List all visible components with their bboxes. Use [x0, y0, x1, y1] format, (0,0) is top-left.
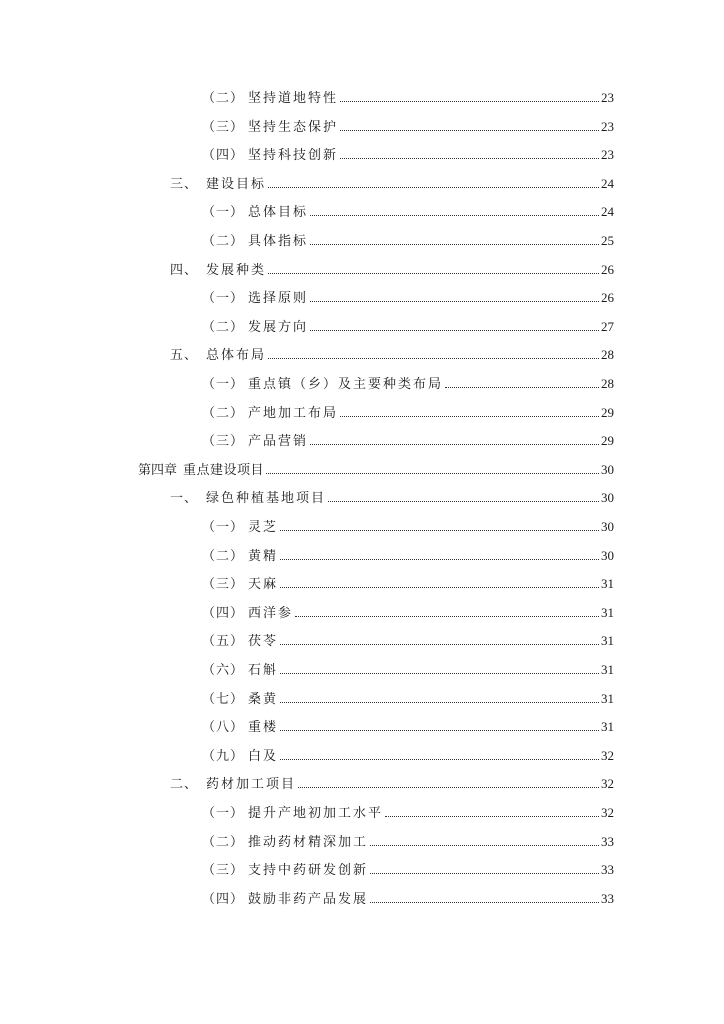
- toc-entry-number: （九）: [202, 748, 245, 764]
- dot-leader: [280, 644, 599, 645]
- toc-entry-title: 支持中药研发创新: [248, 863, 369, 879]
- dot-leader: [310, 215, 599, 216]
- toc-entry-line: [202, 117, 614, 137]
- toc-entry-number: （四）: [202, 605, 245, 621]
- toc-entry[interactable]: [0, 546, 724, 566]
- toc-entry[interactable]: [0, 202, 724, 222]
- toc-entry-title: 石斛: [248, 663, 279, 678]
- dot-leader: [295, 616, 599, 617]
- toc-entry-number: （四）: [202, 891, 245, 907]
- toc-entry-page-number: 29: [601, 404, 614, 420]
- toc-entry-page-number: 33: [601, 890, 614, 906]
- dot-leader: [445, 387, 599, 388]
- toc-entry-page-number: 31: [601, 690, 614, 706]
- toc-entry-page-number: 29: [601, 433, 614, 449]
- toc-entry-line: [202, 631, 614, 651]
- dot-leader: [266, 473, 599, 474]
- dot-leader: [280, 759, 599, 760]
- toc-entry-number: （一）: [202, 205, 245, 221]
- toc-entry-title: 重楼: [248, 720, 279, 736]
- toc-entry[interactable]: [0, 689, 724, 709]
- toc-entry-number: （一）: [202, 520, 245, 535]
- toc-entry[interactable]: [0, 145, 724, 165]
- toc-entry[interactable]: [0, 403, 724, 423]
- toc-entry-title: 推动药材精深加工: [248, 834, 369, 850]
- toc-entry-line: [202, 546, 614, 566]
- toc-entry-title: 桑黄: [248, 691, 279, 707]
- toc-entry-title: 建设目标: [206, 176, 267, 192]
- toc-entry-line: [202, 660, 614, 680]
- toc-entry-number: （一）: [202, 806, 245, 821]
- toc-entry-page-number: 23: [601, 118, 614, 134]
- toc-entry[interactable]: [0, 260, 724, 280]
- toc-entry[interactable]: [0, 374, 724, 394]
- toc-entry-line: [202, 603, 614, 623]
- toc-entry-title: 灵芝: [248, 520, 279, 535]
- toc-entry[interactable]: [0, 88, 724, 108]
- toc-entry-number: 一、: [170, 491, 199, 507]
- toc-entry-number: 四、: [170, 262, 199, 278]
- dot-leader: [298, 787, 599, 788]
- toc-entry[interactable]: [0, 345, 724, 365]
- toc-entry-number: （三）: [202, 863, 245, 879]
- toc-entry-line: [138, 460, 614, 480]
- dot-leader: [280, 587, 599, 588]
- toc-entry-page-number: 28: [601, 347, 614, 363]
- toc-entry-title: 总体目标: [248, 205, 309, 221]
- toc-entry-title: 茯苓: [248, 634, 279, 650]
- toc-entry[interactable]: [0, 603, 724, 623]
- toc-entry[interactable]: [0, 460, 724, 480]
- toc-entry-number: （八）: [202, 720, 245, 736]
- toc-entry-line: [202, 317, 614, 337]
- toc-entry-page-number: 23: [601, 147, 614, 163]
- toc-entry-page-number: 31: [601, 662, 614, 677]
- toc-entry-title: 黄精: [248, 548, 279, 564]
- dot-leader: [280, 702, 599, 703]
- toc-entry-title: 鼓励非药产品发展: [248, 891, 369, 907]
- toc-entry-line: [202, 403, 614, 423]
- toc-entry[interactable]: [0, 574, 724, 594]
- toc-entry-number: （三）: [202, 434, 245, 450]
- toc-entry-page-number: 30: [601, 519, 614, 534]
- toc-entry-number: （三）: [202, 119, 245, 135]
- toc-entry-title: 天麻: [248, 577, 279, 593]
- toc-entry-number: （二）: [202, 834, 245, 850]
- toc-entry-line: [202, 88, 614, 108]
- toc-entry-page-number: 26: [601, 290, 614, 306]
- toc-entry-title: 白及: [248, 748, 279, 764]
- toc-entry-number: （二）: [202, 91, 245, 106]
- toc-entry-page-number: 27: [601, 318, 614, 334]
- toc-entry-title: 总体布局: [206, 348, 267, 364]
- toc-entry[interactable]: [0, 746, 724, 766]
- toc-entry-page-number: 28: [601, 376, 614, 391]
- dot-leader: [268, 358, 599, 359]
- toc-entry-title: 重点建设项目: [183, 462, 265, 478]
- toc-entry-title: 绿色种植基地项目: [206, 491, 327, 507]
- dot-leader: [328, 501, 599, 502]
- dot-leader: [268, 187, 599, 188]
- dot-leader: [310, 330, 599, 331]
- toc-entry[interactable]: [0, 660, 724, 680]
- toc-entry[interactable]: [0, 774, 724, 794]
- toc-entry[interactable]: [0, 174, 724, 194]
- dot-leader: [310, 444, 599, 445]
- toc-entry[interactable]: [0, 317, 724, 337]
- toc-entry-line: [202, 202, 614, 222]
- toc-entry-title: 西洋参: [248, 605, 294, 621]
- toc-entry-line: [170, 260, 614, 280]
- toc-entry[interactable]: [0, 860, 724, 880]
- dot-leader: [370, 845, 599, 846]
- toc-entry[interactable]: [0, 231, 724, 251]
- toc-entry-page-number: 32: [601, 747, 614, 763]
- toc-entry[interactable]: [0, 803, 724, 823]
- toc-entry-title: 选择原则: [248, 291, 309, 307]
- toc-entry-line: [170, 174, 614, 194]
- dot-leader: [370, 873, 599, 874]
- toc-entry-line: [202, 717, 614, 737]
- toc-entry-page-number: 30: [601, 461, 614, 477]
- dot-leader: [340, 158, 599, 159]
- toc-entry-number: （二）: [202, 234, 245, 249]
- toc-entry-title: 产品营销: [248, 434, 309, 450]
- dot-leader: [340, 101, 599, 102]
- toc-entry-line: [202, 746, 614, 766]
- dot-leader: [385, 816, 599, 817]
- toc-entry-line: [170, 345, 614, 365]
- toc-entry-number: （四）: [202, 148, 245, 164]
- dot-leader: [268, 273, 599, 274]
- toc-entry-number: （二）: [202, 405, 245, 421]
- toc-entry[interactable]: [0, 889, 724, 909]
- toc-entry-title: 具体指标: [248, 234, 309, 249]
- toc-entry-number: （一）: [202, 291, 245, 307]
- toc-entry-number: （五）: [202, 634, 245, 650]
- toc-entry-number: 三、: [170, 176, 199, 192]
- toc-entry-page-number: 30: [601, 547, 614, 563]
- toc-entry-page-number: 24: [601, 175, 614, 191]
- toc-entry-page-number: 31: [601, 576, 614, 592]
- toc-entry-number: （三）: [202, 577, 245, 593]
- dot-leader: [280, 673, 599, 674]
- toc-entry-number: 第四章: [138, 462, 178, 478]
- toc-entry-number: （二）: [202, 319, 245, 335]
- toc-entry-page-number: 30: [601, 490, 614, 506]
- toc-entry-line: [202, 889, 614, 909]
- toc-entry-title: 坚持科技创新: [248, 148, 339, 164]
- dot-leader: [370, 902, 599, 903]
- toc-entry-line: [202, 374, 614, 394]
- dot-leader: [340, 130, 599, 131]
- toc-entry-page-number: 26: [601, 261, 614, 277]
- toc-entry-number: 二、: [170, 777, 199, 793]
- toc-entry-page-number: 33: [601, 862, 614, 878]
- toc-entry-page-number: 31: [601, 719, 614, 735]
- toc-entry[interactable]: [0, 717, 724, 737]
- toc-entry-line: [202, 860, 614, 880]
- toc-entry-page-number: 24: [601, 204, 614, 220]
- dot-leader: [280, 530, 599, 531]
- toc-entry-page-number: 25: [601, 233, 614, 248]
- toc-entry-title: 药材加工项目: [206, 777, 297, 793]
- toc-entry-page-number: 31: [601, 604, 614, 620]
- toc-entry-page-number: 23: [601, 90, 614, 105]
- toc-entry-line: [202, 574, 614, 594]
- toc-entry-page-number: 32: [601, 805, 614, 820]
- dot-leader: [280, 730, 599, 731]
- toc-entry-line: [202, 803, 614, 823]
- toc-entry-page-number: 33: [601, 833, 614, 849]
- toc-entry[interactable]: [0, 117, 724, 137]
- toc-entry-line: [202, 517, 614, 537]
- toc-entry-line: [170, 774, 614, 794]
- toc-entry[interactable]: [0, 431, 724, 451]
- dot-leader: [310, 244, 599, 245]
- toc-entry-title: 产地加工布局: [248, 405, 339, 421]
- toc-entry-number: （七）: [202, 691, 245, 707]
- toc-entry-number: （一）: [202, 377, 245, 392]
- toc-entry[interactable]: [0, 832, 724, 852]
- toc-entry-title: 提升产地初加工水平: [248, 806, 384, 821]
- toc-entry-line: [202, 689, 614, 709]
- dot-leader: [280, 559, 599, 560]
- toc-entry-line: [170, 488, 614, 508]
- toc-entry-line: [202, 832, 614, 852]
- toc-entry[interactable]: [0, 288, 724, 308]
- toc-entry-title: 发展方向: [248, 319, 309, 335]
- toc-entry-title: 重点镇（乡）及主要种类布局: [248, 377, 444, 392]
- toc-entry-number: 五、: [170, 348, 199, 364]
- toc-entry-number: （二）: [202, 548, 245, 564]
- toc-entry-line: [202, 431, 614, 451]
- dot-leader: [310, 301, 599, 302]
- toc-entry-page-number: 32: [601, 776, 614, 792]
- toc-entry-number: （六）: [202, 663, 245, 678]
- toc-entry-title: 发展种类: [206, 262, 267, 278]
- toc-entry-page-number: 31: [601, 633, 614, 649]
- toc-entry-title: 坚持生态保护: [248, 119, 339, 135]
- toc-entry[interactable]: [0, 488, 724, 508]
- toc-entry-line: [202, 231, 614, 251]
- toc-entry-title: 坚持道地特性: [248, 91, 339, 106]
- toc-entry[interactable]: [0, 517, 724, 537]
- toc-entry[interactable]: [0, 631, 724, 651]
- dot-leader: [340, 416, 599, 417]
- toc-entry-line: [202, 288, 614, 308]
- toc-entry-line: [202, 145, 614, 165]
